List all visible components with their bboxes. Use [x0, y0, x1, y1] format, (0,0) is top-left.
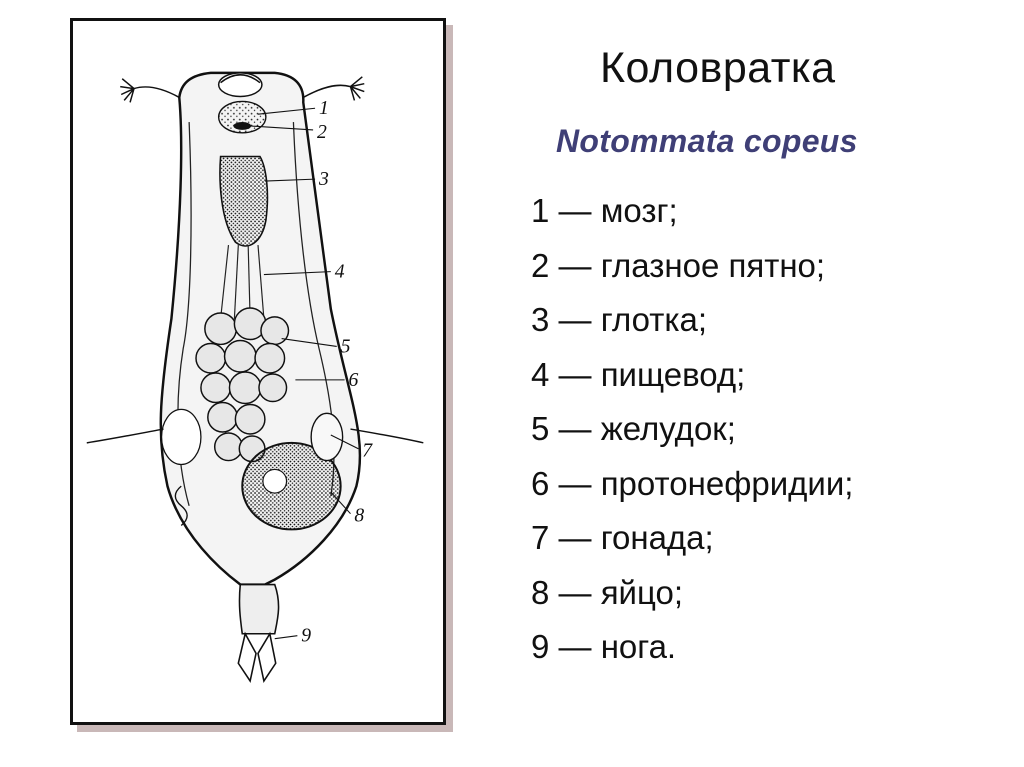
legend-item: 2 — глазное пятно;: [531, 246, 826, 284]
callout-8: 8: [354, 504, 365, 527]
legend-list: [531, 184, 853, 675]
callout-1: 1: [319, 97, 329, 120]
legend-item: 6 — протонефридии;: [531, 464, 854, 502]
legend-item: 9 — нога.: [531, 628, 677, 665]
legend-item: 5 — желудок;: [531, 410, 736, 447]
callout-3: 3: [319, 168, 329, 191]
callout-4: 4: [334, 260, 345, 283]
legend-item: 4 — пищевод;: [531, 355, 746, 393]
species-name: Notommata copeus: [556, 123, 858, 159]
callout-5: 5: [340, 335, 351, 358]
legend-item: 8 — яйцо;: [531, 573, 684, 611]
rotifer-figure: [70, 18, 446, 725]
callout-9: 9: [301, 624, 312, 647]
legend-item: 1 — мозг;: [531, 192, 678, 229]
legend-item: 7 — гонада;: [531, 519, 714, 556]
callout-2: 2: [317, 120, 327, 143]
gonad: [311, 413, 342, 460]
foot: [239, 585, 278, 634]
slide-title: Коловратка: [600, 44, 836, 92]
eye-spot: [233, 122, 251, 130]
legend-item: 3 — глотка;: [531, 301, 708, 338]
callout-6: 6: [348, 368, 359, 391]
callout-7: 7: [362, 439, 373, 462]
rotifer-drawing: [73, 21, 443, 722]
